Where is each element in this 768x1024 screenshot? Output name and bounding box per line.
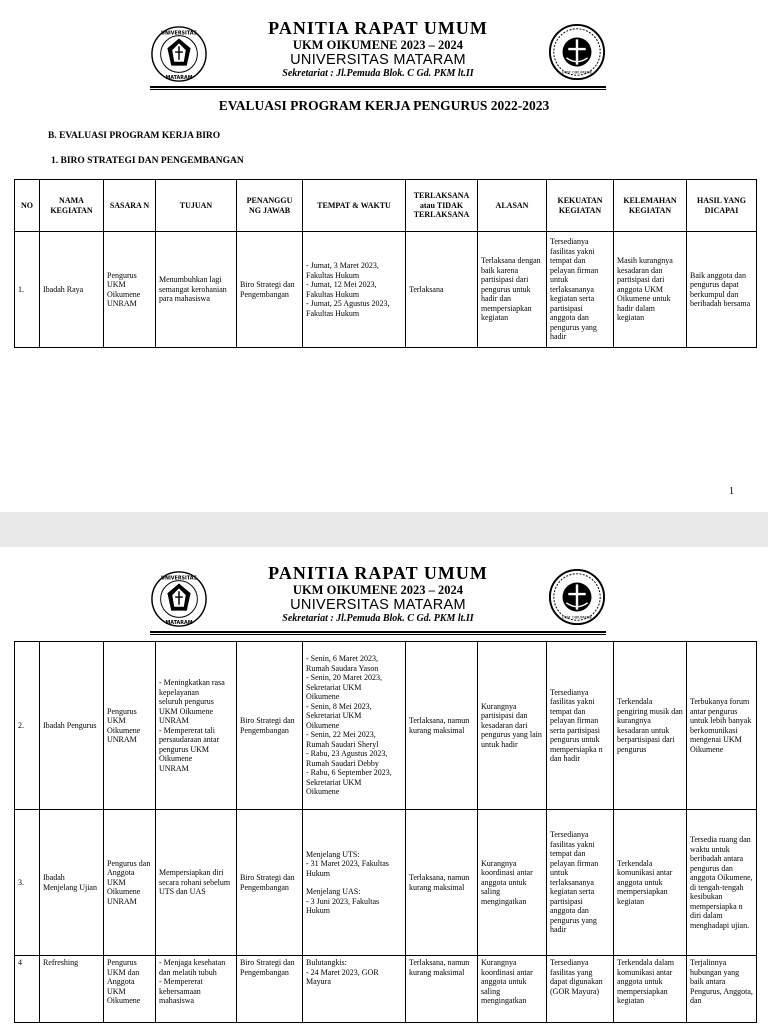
tempat-line: Menjelang UTS: — [306, 849, 360, 859]
svg-text:MATARAM: MATARAM — [165, 76, 193, 82]
tujuan-line: mahasiswa — [159, 996, 195, 1005]
unram-logo-icon — [150, 569, 208, 629]
cell-sasaran: Pengurus dan Anggota UKM Oikumene UNRAM — [104, 810, 156, 956]
tempat-line: - Rabu, 6 September 2023, — [306, 768, 392, 778]
svg-text:UNIVERSITAS: UNIVERSITAS — [161, 576, 197, 582]
page-number: 1 — [729, 486, 734, 497]
letterhead-subtitle: UKM OIKUMENE 2023 – 2024 — [292, 38, 464, 52]
header-tempat-waktu: TEMPAT & WAKTU — [303, 180, 406, 232]
cell-kekuatan: Tersedianya fasilitas yakni tempat dan pelayan firman untuk terlaksananya kegiatan serta partisipasi anggota dan pengurus yang hadir — [547, 232, 614, 348]
page-gap — [0, 512, 768, 547]
oikumene-logo-icon — [548, 22, 606, 82]
cell-kelemahan: Terkendala dalam komunikasi antar anggota untuk mempersiapkan kegiatan — [614, 956, 687, 1023]
tempat-line: Menjelang UAS: — [306, 887, 361, 896]
cell-hasil: Terjalinnya hubungan yang baik antara Pengurus, Anggota, dan — [687, 956, 757, 1023]
letterhead — [150, 18, 606, 84]
cell-terlaksana: Terlaksana, namun kurang maksimal — [406, 810, 478, 956]
document-heading: EVALUASI PROGRAM KERJA PENGURUS 2022-2023 — [218, 98, 550, 113]
cell-penanggung: Biro Strategi dan Pengembangan — [237, 956, 303, 1023]
tujuan-line: seluruh pengurus — [159, 697, 214, 706]
cell-sasaran: Pengurus UKM Oikumene UNRAM — [104, 232, 156, 348]
tempat-line: Oikumene — [306, 720, 340, 730]
table-row — [15, 956, 757, 1023]
cell-nama: Refreshing — [40, 956, 104, 1023]
cell-tempat — [303, 232, 406, 348]
letterhead-subtitle: UKM OIKUMENE 2023 – 2024 — [292, 583, 464, 597]
cell-terlaksana: Terlaksana, namun kurang maksimal — [406, 956, 478, 1023]
cell-alasan: Kurangnya koordinasi antar anggota untuk saling mengingatkan — [478, 810, 547, 956]
cell-alasan: Kurangnya partisipasi dan kesadaran dari pengurus yang lain untuk hadir — [478, 642, 547, 810]
table-row — [15, 232, 757, 348]
cell-alasan: Terlaksana dengan baik karena partisipasi dari pengurus untuk hadir dan mempersiapkan kegiatan — [478, 232, 547, 348]
header-sasaran: SASARA N — [104, 180, 156, 232]
cell-tujuan: Menumbuhkan lagi semangat kerohanian para mahasiswa — [156, 232, 237, 348]
header-alasan: ALASAN — [478, 180, 547, 232]
subsection-heading: 1. BIRO STRATEGI DAN PENGEMBANGAN — [51, 156, 244, 166]
tempat-line: - Senin, 8 Mei 2023, — [306, 701, 372, 711]
tempat-line: - Jumat, 25 Agustus 2023, — [306, 299, 390, 308]
cell-no: 3. — [15, 810, 40, 956]
unram-logo-icon — [150, 24, 208, 84]
cell-kekuatan: Tersedianya fasilitas yang dapat digunakan (GOR Mayura) — [547, 956, 614, 1023]
cell-kelemahan: Terkendala komunikasi antar anggota untuk mempersiapkan kegiatan — [614, 810, 687, 956]
section-heading: B. EVALUASI PROGRAM KERJA BIRO — [48, 131, 221, 141]
tempat-line: - Rabu, 23 Agustus 2023, — [306, 749, 388, 759]
tempat-line: Hukum — [306, 868, 330, 878]
svg-text:MATARAM: MATARAM — [165, 621, 193, 627]
cell-nama: Ibadah Pengurus — [40, 642, 104, 810]
letterhead-title: PANITIA RAPAT UMUM — [268, 563, 488, 583]
header-nama-kegiatan: NAMA KEGIATAN — [40, 180, 104, 232]
header-no: NO — [15, 180, 40, 232]
cell-penanggung: Biro Strategi dan Pengembangan — [237, 642, 303, 810]
tempat-line: Sekretariat UKM — [306, 682, 362, 692]
letterhead-title: PANITIA RAPAT UMUM — [268, 18, 488, 38]
evaluation-table-page-1 — [14, 179, 757, 348]
svg-text:UKM OIKUMENE: UKM OIKUMENE — [561, 69, 593, 75]
tempat-spacer — [306, 878, 402, 887]
tujuan-line: - Meningkatkan rasa — [159, 678, 225, 687]
cell-sasaran: Pengurus UKM dan Anggota UKM Oikumene — [104, 956, 156, 1023]
tempat-line: - Jumat, 12 Mei 2023, — [306, 280, 377, 289]
svg-text:UNIVERSITAS: UNIVERSITAS — [161, 31, 197, 37]
header-kelemahan: KELEMAHAN KEGIATAN — [614, 180, 687, 232]
cell-no: 1. — [15, 232, 40, 348]
cell-kelemahan: Masih kurangnya kesadaran dan partisipasi dari anggota UKM Oikumene untuk hadir dalam kegiatan — [614, 232, 687, 348]
cell-hasil: Terbukanya forum antar pengurus untuk lebih banyak berkomunikasi mengenai UKM Oikumene — [687, 642, 757, 810]
tempat-line: Sekretariat UKM — [306, 777, 362, 787]
tujuan-line: - Mempererat — [159, 977, 203, 986]
tempat-line: - Senin, 6 Maret 2023, — [306, 654, 378, 664]
header-penanggung-jawab: PENANGGU NG JAWAB — [237, 180, 303, 232]
letterhead-rule — [150, 631, 606, 633]
tujuan-line: kebersamaan — [159, 986, 201, 996]
letterhead — [150, 563, 606, 629]
tempat-line: Bulutangkis: — [306, 958, 347, 967]
tujuan-line: UNRAM — [159, 763, 189, 773]
header-kekuatan: KEKUATAN KEGIATAN — [547, 180, 614, 232]
cell-tempat — [303, 810, 406, 956]
tempat-line: - Jumat, 3 Maret 2023, — [306, 261, 379, 270]
tujuan-line: pengurus UKM — [159, 744, 209, 754]
header-terlaksana: TERLAKSANA atau TIDAK TERLAKSANA — [406, 180, 478, 232]
cell-hasil: Baik anggota dan pengurus dapat berkumpul dan beribadah bersama — [687, 232, 757, 348]
header-hasil: HASIL YANG DICAPAI — [687, 180, 757, 232]
header-tujuan: TUJUAN — [156, 180, 237, 232]
tempat-line: Oikumene — [306, 787, 340, 797]
tempat-line: Rumah Saudari Sheryl — [306, 739, 379, 749]
tujuan-line: UKM Oikumene — [159, 706, 213, 716]
cell-tujuan — [156, 642, 237, 810]
cell-tujuan: Mempersiapkan diri secara rohani sebelum UTS dan UAS — [156, 810, 237, 956]
tempat-line: Sekretariat UKM — [306, 711, 362, 721]
tempat-line: Fakultas Hukum — [306, 289, 360, 299]
letterhead-university: UNIVERSITAS MATARAM — [290, 52, 466, 68]
tempat-line: Mayura — [306, 977, 331, 986]
letterhead-address: Sekretariat : Jl.Pemuda Blok. C Gd. PKM lt.II — [282, 613, 474, 624]
evaluation-table-page-2 — [14, 641, 757, 1023]
cell-sasaran: Pengurus UKM Oikumene UNRAM — [104, 642, 156, 810]
tempat-line: Oikumene — [306, 692, 340, 702]
tujuan-line: - Menjaga kesehatan — [159, 958, 226, 967]
tujuan-line: Oikumene — [159, 754, 193, 763]
cell-nama: Ibadah Menjelang Ujian — [40, 810, 104, 956]
letterhead-rule-thin — [150, 634, 606, 635]
table-row — [15, 810, 757, 956]
letterhead-university: UNIVERSITAS MATARAM — [290, 597, 466, 613]
cell-terlaksana: Terlaksana, namun kurang maksimal — [406, 642, 478, 810]
cell-no: 4 — [15, 956, 40, 1023]
cell-hasil: Tersedia ruang dan waktu untuk beribadah antara pengurus dan anggota Oikumene, di tengah-tengah kesibukan mempersiapka n diri dalam menghadapi ujian. — [687, 810, 757, 956]
letterhead-rule — [150, 86, 606, 88]
tujuan-line: dan melatih tubuh — [159, 967, 217, 977]
cell-alasan: Kurangnya koordinasi antar anggota untuk saling mengingatkan — [478, 956, 547, 1023]
cell-terlaksana: Terlaksana — [406, 232, 478, 348]
table-row — [15, 642, 757, 810]
tempat-line: - Senin, 20 Maret 2023, — [306, 673, 382, 683]
tempat-line: Rumah Saudara Yason — [306, 663, 379, 673]
cell-kelemahan: Terkendala pengiring musik dan kurangnya kesadaran untuk berpartisipasi dari pengurus — [614, 642, 687, 810]
svg-text:UKM OIKUMENE: UKM OIKUMENE — [561, 614, 593, 620]
cell-penanggung: Biro Strategi dan Pengembangan — [237, 232, 303, 348]
cell-kekuatan: Tersedianya fasilitas yakni tempat dan pelayan firman untuk terlaksananya kegiatan serta partisipasi anggota dan pengurus yang hadir — [547, 810, 614, 956]
tempat-line: Fakultas Hukum — [306, 308, 360, 318]
tujuan-line: - Mempererat tali — [159, 725, 215, 735]
cell-penanggung: Biro Strategi dan Pengembangan — [237, 810, 303, 956]
letterhead-address: Sekretariat : Jl.Pemuda Blok. C Gd. PKM lt.II — [282, 68, 474, 79]
cell-tempat — [303, 642, 406, 810]
tempat-line: - 24 Maret 2023, GOR — [306, 967, 379, 977]
tujuan-line: persaudaraan antar — [159, 735, 220, 744]
cell-no: 2. — [15, 642, 40, 810]
tempat-line: Fakultas Hukum — [306, 270, 360, 280]
tujuan-line: UNRAM — [159, 716, 189, 725]
tujuan-line: kepelayanan — [159, 687, 199, 697]
cell-nama: Ibadah Raya — [40, 232, 104, 348]
oikumene-logo-icon — [548, 567, 606, 627]
tempat-line: - 3 Juni 2023, Fakultas — [306, 896, 380, 906]
tempat-line: Rumah Saudari Debby — [306, 758, 379, 768]
letterhead-rule-thin — [150, 89, 606, 90]
tempat-line: Hukum — [306, 906, 330, 915]
tempat-line: - Senin, 22 Mei 2023, — [306, 730, 376, 740]
cell-tujuan — [156, 956, 237, 1023]
table-header-row — [15, 180, 757, 232]
tempat-line: - 31 Maret 2023, Fakultas — [306, 859, 389, 868]
cell-kekuatan: Tersedianya fasilitas yakni tempat dan pelayan firman serta partisipasi pengurus untuk mempersiapka n dan hadir — [547, 642, 614, 810]
cell-tempat — [303, 956, 406, 1023]
